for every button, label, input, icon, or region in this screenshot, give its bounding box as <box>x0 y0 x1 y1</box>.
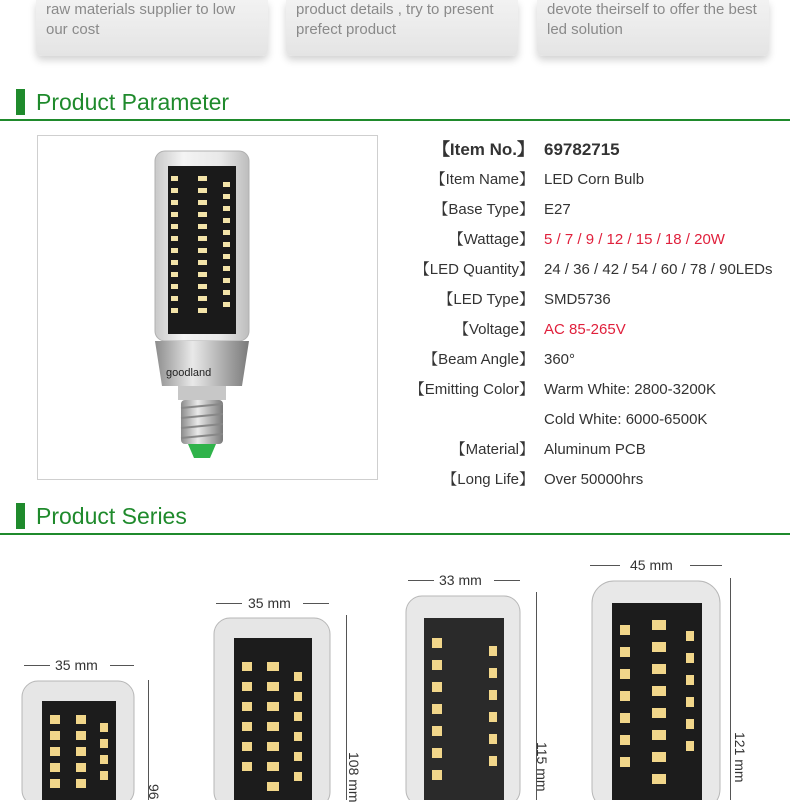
feature-card-text: product details , try to present <box>296 1 494 18</box>
param-value: LED Corn Bulb <box>544 171 645 188</box>
height-dimension: 108 mm <box>346 752 362 803</box>
param-label: 【Emitting Color】 <box>409 381 534 398</box>
param-value: 5 / 7 / 9 / 12 / 15 / 18 / 20W <box>544 231 725 248</box>
dimension-line <box>730 578 731 800</box>
param-value: Cold White: 6000-6500K <box>544 411 708 428</box>
param-label: 【LED Type】 <box>438 291 534 308</box>
corn-bulb-image <box>38 136 377 479</box>
section-divider <box>0 119 790 121</box>
param-value: Warm White: 2800-3200K <box>544 381 717 398</box>
param-label: 【Item No.】 <box>432 140 534 159</box>
param-row-led-quantity <box>400 255 790 285</box>
series-bulb-4 <box>590 575 724 800</box>
param-row-voltage <box>400 315 790 345</box>
height-dimension: 115 mm <box>534 742 550 792</box>
dimension-line <box>590 565 620 566</box>
height-dimension: 121 mm <box>732 732 748 783</box>
param-value: Over 50000hrs <box>544 471 644 488</box>
param-row-led-type <box>400 285 790 315</box>
parameter-table <box>400 135 790 495</box>
product-parameter-header <box>0 85 790 121</box>
param-label: 【Material】 <box>450 441 534 458</box>
section-title: Product Parameter <box>36 89 230 115</box>
feature-card-text: led solution <box>547 21 623 38</box>
param-row-long-life <box>400 465 790 495</box>
section-marker <box>16 503 25 529</box>
feature-card-text: prefect product <box>296 21 397 38</box>
dimension-line <box>690 565 722 566</box>
series-bulb-1 <box>20 675 138 800</box>
width-dimension: 35 mm <box>248 595 291 611</box>
param-value: 69782715 <box>544 140 620 159</box>
param-row-beam-angle <box>400 345 790 375</box>
feature-card-text: our cost <box>46 21 100 38</box>
brand-logo: goodland <box>166 367 212 379</box>
param-row-item-no <box>400 135 790 165</box>
dimension-line <box>494 580 520 581</box>
section-title: Product Series <box>36 503 187 529</box>
param-value: 24 / 36 / 42 / 54 / 60 / 78 / 90LEDs <box>544 261 773 278</box>
param-label: 【Item Name】 <box>430 171 534 188</box>
series-bulb-2 <box>212 612 334 800</box>
param-row-emitting-color-cold <box>400 405 790 435</box>
param-label: 【Voltage】 <box>453 321 534 338</box>
feature-card-text: raw materials supplier to low <box>46 1 236 18</box>
product-series-header <box>0 499 790 535</box>
param-row-emitting-color <box>400 375 790 405</box>
param-row-item-name <box>400 165 790 195</box>
product-photo <box>37 135 378 480</box>
param-row-base-type <box>400 195 790 225</box>
dimension-line <box>110 665 134 666</box>
feature-card-details <box>286 0 518 56</box>
width-dimension: 35 mm <box>55 657 98 673</box>
dimension-line <box>24 665 50 666</box>
width-dimension: 33 mm <box>439 572 482 588</box>
param-label: 【Wattage】 <box>448 231 534 248</box>
section-marker <box>16 89 25 115</box>
param-value: AC 85-265V <box>544 321 626 338</box>
width-dimension: 45 mm <box>630 557 673 573</box>
dimension-line <box>148 680 149 800</box>
feature-card-solution <box>537 0 769 56</box>
dimension-line <box>216 603 242 604</box>
param-label: 【Long Life】 <box>442 471 534 488</box>
section-divider <box>0 533 790 535</box>
feature-card-materials <box>36 0 268 56</box>
features-banner <box>0 0 790 70</box>
dimension-line <box>408 580 434 581</box>
param-row-material <box>400 435 790 465</box>
dimension-line <box>303 603 329 604</box>
param-row-wattage <box>400 225 790 255</box>
param-label: 【Beam Angle】 <box>423 351 534 368</box>
param-value: E27 <box>544 201 571 218</box>
param-value: Aluminum PCB <box>544 441 646 458</box>
height-dimension: 96 <box>146 784 162 800</box>
param-value: 360° <box>544 351 576 368</box>
param-label: 【Base Type】 <box>433 201 534 218</box>
param-label: 【LED Quantity】 <box>414 261 534 278</box>
series-bulb-3 <box>404 590 524 800</box>
feature-card-text: devote theirself to offer the best <box>547 1 757 18</box>
param-value: SMD5736 <box>544 291 611 308</box>
